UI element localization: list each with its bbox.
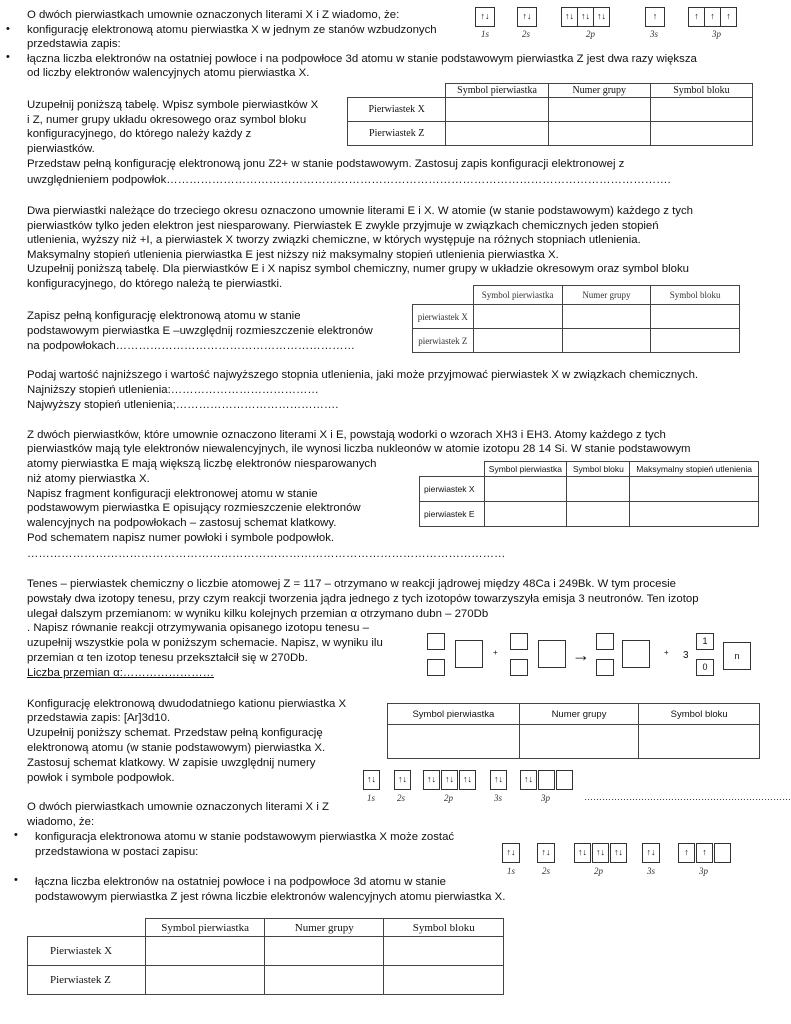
orbital-box: ↑↓ [490, 770, 507, 790]
atomic-number-box[interactable] [596, 659, 614, 676]
table-row-label: Pierwiastek Z [28, 966, 146, 995]
orbital-box: ↑ [688, 7, 705, 27]
table-header: Symbol pierwiastka [388, 704, 520, 725]
bullet: • [14, 874, 18, 886]
answer-cell[interactable] [630, 502, 759, 527]
s1-bullet2-line1: łączna liczba elektronów na ostatniej powłoce i na podpowłoce 3d atomu w stanie podstawowym pierwiastka Z jest dwa razy większa [27, 53, 697, 65]
orbital-box: ↑↓ [502, 843, 520, 863]
orbital-box: ↑↓ [537, 843, 555, 863]
answer-cell[interactable] [484, 477, 567, 502]
answer-cell[interactable] [446, 122, 548, 146]
s4-alpha-count: Liczba przemian α:…………………… [27, 667, 214, 679]
atomic-number-box[interactable] [427, 659, 445, 676]
orbital-box[interactable] [556, 770, 573, 790]
answer-cell[interactable] [548, 122, 650, 146]
orbital-box: ↑↓ [577, 7, 594, 27]
orbital-box[interactable] [714, 843, 731, 863]
s2-highest-oxidation: Najwyższy stopień utlenienia;……………………………………. [27, 399, 339, 411]
s2-para-line2: pierwiastków tylko jeden elektron jest niesparowany. Pierwiastek E zwykle przyjmuje w związkach chemicznych jeden stopień [27, 220, 659, 232]
s3-para-line1: Z dwóch pierwiastków, które umownie oznaczono literami X i E, powstają wodorki o wzorach XH3 i EH3. Atomy każdego z tych [27, 429, 666, 441]
s5-answer-table [387, 703, 760, 759]
table-header: Symbol pierwiastka [484, 462, 567, 477]
table-row-label: pierwiastek E [420, 502, 485, 527]
symbol-box[interactable] [622, 640, 650, 668]
answer-cell[interactable] [265, 966, 384, 995]
answer-cell[interactable] [651, 305, 740, 329]
s3-para-line2: pierwiastków mają tyle elektronów niewalencyjnych, ile wynosi liczba nukleonów w atomie izotopu 28 14 Si. W stanie podstawowym [27, 443, 691, 455]
s6-bullet2-line2: podstawowym pierwiastka Z jest równa liczbie elektronów walencyjnych atomu pierwiastka X. [35, 891, 506, 903]
subshell-label: 3p [712, 29, 721, 39]
s1-task-line6: uwzględnieniem podpowłok……………………………………………………………………………………………………………………. [27, 174, 671, 186]
orbital-box: ↑↓ [610, 843, 627, 863]
s3-para-line3: atomy pierwiastka E mają większą liczbę elektronów niesparowanych [27, 458, 377, 470]
subshell-label: 3p [541, 793, 550, 803]
s4-para-line4: . Napisz równanie reakcji otrzymywania opisanego izotopu tenesu – [27, 622, 369, 634]
s6-bullet1-line2: przedstawiona w postaci zapisu: [35, 846, 199, 858]
table-row-label: Pierwiastek Z [348, 122, 446, 146]
s4-para-line1: Tenes – pierwiastek chemiczny o liczbie atomowej Z = 117 – otrzymano w reakcji jądrowej między 48Ca i 249Bk. W tym procesie [27, 578, 677, 590]
subshell-label: 2p [586, 29, 595, 39]
table-header: Numer grupy [265, 919, 384, 937]
answer-cell[interactable] [388, 725, 520, 759]
answer-cell[interactable] [265, 937, 384, 966]
orbital-box: ↑↓ [423, 770, 440, 790]
s1-answer-table [347, 83, 753, 146]
answer-cell[interactable] [650, 122, 752, 146]
subshell-label: 1s [367, 793, 376, 803]
s5-para-line6: powłok i symbole podpowłok. [27, 772, 175, 784]
symbol-box[interactable] [538, 640, 566, 668]
s1-bullet2-line2: od liczby elektronów walencyjnych atomu pierwiastka X. [27, 67, 310, 79]
orbital-box: ↑↓ [561, 7, 578, 27]
orbital-box: ↑↓ [593, 7, 610, 27]
table-header: Symbol bloku [650, 84, 752, 98]
orbital-box: ↑↓ [517, 7, 537, 27]
table-row-label: pierwiastek X [413, 305, 474, 329]
s2-question-line3: na podpowłokach……………………………………………………… [27, 340, 355, 352]
table-header: Symbol pierwiastka [146, 919, 265, 937]
table-header: Symbol bloku [567, 462, 630, 477]
table-header: Symbol bloku [384, 919, 504, 937]
s6-intro-line1: O dwóch pierwiastkach umownie oznaczonych literami X i Z [27, 801, 329, 813]
table-header: Symbol pierwiastka [473, 286, 562, 305]
orbital-box: ↑↓ [592, 843, 609, 863]
answer-cell[interactable] [473, 305, 562, 329]
s4-para-line5: uzupełnij wszystkie pola w poniższym schemacie. Napisz, w wyniku ilu [27, 637, 383, 649]
subshell-label: 3s [647, 866, 656, 876]
s4-para-line6: przemian α ten izotop tenesu przekształcił się w 270Db. [27, 652, 308, 664]
orbital-box: ↑ [704, 7, 721, 27]
s3-para-line6: podstawowym pierwiastka E opisujący rozmieszczenie elektronów [27, 502, 361, 514]
orbital-box[interactable] [538, 770, 555, 790]
s2-question-line2: podstawowym pierwiastka E –uwzględnij rozmieszczenie elektronów [27, 325, 373, 337]
orbital-box: ↑↓ [520, 770, 537, 790]
orbital-box: ↑↓ [574, 843, 591, 863]
neutron-symbol: n [723, 642, 751, 670]
s5-para-line4: elektronową atomu (w stanie podstawowym) pierwiastka X. [27, 742, 326, 754]
orbital-box: ↑↓ [642, 843, 660, 863]
subshell-label: 1s [481, 29, 490, 39]
orbital-box: ↑ [645, 7, 665, 27]
s2-para-line6: konfiguracyjnego, do którego należą te pierwiastki. [27, 278, 283, 290]
orbital-box: ↑ [678, 843, 695, 863]
neutron-mass-number: 1 [696, 633, 714, 650]
s2-answer-table [412, 285, 740, 353]
s6-bullet2-line1: łączna liczba elektronów na ostatniej powłoce i na podpowłoce 3d atomu w stanie [35, 876, 446, 888]
subshell-label: 2p [594, 866, 603, 876]
bullet: • [6, 23, 10, 35]
s6-bullet1-line1: konfiguracja elektronowa atomu w stanie podstawowym pierwiastka X może zostać [35, 831, 455, 843]
answer-cell[interactable] [567, 502, 630, 527]
s2-question-line1: Zapisz pełną konfigurację elektronową atomu w stanie [27, 310, 301, 322]
atomic-number-box[interactable] [510, 659, 528, 676]
subshell-label: 1s [507, 866, 516, 876]
s3-para-line4: niż atomy pierwiastka X. [27, 473, 150, 485]
answer-cell[interactable] [146, 937, 265, 966]
table-row-label: pierwiastek X [420, 477, 485, 502]
mass-number-box[interactable] [510, 633, 528, 650]
subshell-label: 3p [699, 866, 708, 876]
s1-task-line1: Uzupełnij poniższą tabelę. Wpisz symbole pierwiastków X [27, 99, 319, 111]
s1-task-line5: Przedstaw pełną konfigurację elektronową jonu Z2+ w stanie podstawowym. Zastosuj zapis konfiguracji elektronowej z [27, 158, 625, 170]
s3-answer-dots[interactable]: ……………………………………………………………………………………………………………… [27, 548, 506, 560]
answer-cell[interactable] [473, 329, 562, 353]
s5-para-line5: Zastosuj schemat klatkowy. W zapisie uwzględnij numery [27, 757, 316, 769]
mass-number-box[interactable] [596, 633, 614, 650]
s1-task-line4: pierwiastków. [27, 143, 95, 155]
s2-para-line5: Uzupełnij poniższą tabelę. Dla pierwiastków E i X napisz symbol chemiczny, numer grupy w układzie okresowym oraz symbol bloku [27, 263, 689, 275]
table-header: Maksymalny stopień utlenienia [630, 462, 759, 477]
s3-para-line5: Napisz fragment konfiguracji elektronowej atomu w stanie [27, 488, 318, 500]
subshell-label: 2p [444, 793, 453, 803]
subshell-label: 2s [522, 29, 531, 39]
orbital-box: ↑↓ [441, 770, 458, 790]
s6-intro-line2: wiadomo, że: [27, 816, 95, 828]
answer-cell[interactable] [651, 329, 740, 353]
answer-cell[interactable] [446, 98, 548, 122]
symbol-box[interactable] [455, 640, 483, 668]
s2-lowest-oxidation: Najniższy stopień utlenienia:………………………………… [27, 384, 319, 396]
s5-para-line1: Konfigurację elektronową dwudodatniego kationu pierwiastka X [27, 698, 347, 710]
s4-para-line3: ulegał dalszym przemianom: w wyniku kilku kolejnych przemian α otrzymano dubn – 270Db [27, 608, 489, 620]
s3-para-line7: walencyjnych na podpowłokach – zastosuj schemat klatkowy. [27, 517, 337, 529]
s2-oxidation-question: Podaj wartość najniższego i wartość najwyższego stopnia utlenienia, jaki może przyjmować pierwiastek X w związkach chemicznych. [27, 369, 699, 381]
s2-para-line3: utlenienia, wyższy niż +I, a pierwiastek X tworzy związki chemiczne, w których występuje na różnych stopniach utlenienia. [27, 234, 641, 246]
table-row-label: Pierwiastek X [348, 98, 446, 122]
plus-sign: + [664, 648, 669, 657]
s6-answer-table [27, 918, 504, 995]
plus-sign: + [493, 648, 498, 657]
s5-para-line2: przedstawia zapis: [Ar]3d10. [27, 712, 171, 724]
answer-cell[interactable] [630, 477, 759, 502]
bullet: • [6, 51, 10, 63]
table-header: Symbol bloku [651, 286, 740, 305]
answer-cell[interactable] [384, 937, 504, 966]
s1-bullet1-line2: przedstawia zapis: [27, 38, 121, 50]
answer-cell[interactable] [484, 502, 567, 527]
table-row-label: Pierwiastek X [28, 937, 146, 966]
neutron-coefficient: 3 [683, 650, 689, 661]
bullet: • [14, 829, 18, 841]
answer-cell[interactable] [519, 725, 639, 759]
orbital-box: ↑↓ [459, 770, 476, 790]
table-header: Numer grupy [562, 286, 651, 305]
orbital-box: ↑↓ [394, 770, 411, 790]
s5-para-line3: Uzupełnij poniższy schemat. Przedstaw pełną konfigurację [27, 727, 323, 739]
s4-para-line2: powstały dwa izotopy tenesu, przy czym reakcji tworzenia jądra jednego z tych izotopów towarzyszyła emisja 3 neutronów. Ten izotop [27, 593, 699, 605]
neutron-atomic-number: 0 [696, 659, 714, 676]
table-header: Numer grupy [519, 704, 639, 725]
s3-answer-table [419, 461, 759, 527]
orbital-box: ↑↓ [363, 770, 380, 790]
answer-cell[interactable] [650, 98, 752, 122]
orbital-box: ↑ [696, 843, 713, 863]
s1-task-line2: i Z, numer grupy układu okresowego oraz symbol bloku [27, 114, 307, 126]
table-row-label: pierwiastek Z [413, 329, 474, 353]
subshell-label: 2s [542, 866, 551, 876]
answer-cell[interactable] [384, 966, 504, 995]
s1-bullet1-line1: konfigurację elektronową atomu pierwiastka X w jednym ze stanów wzbudzonych [27, 24, 437, 36]
orbital-box: ↑↓ [475, 7, 495, 27]
answer-cell[interactable] [562, 329, 651, 353]
answer-cell[interactable] [639, 725, 760, 759]
orbital-box: ↑ [720, 7, 737, 27]
subshell-label: 3s [650, 29, 659, 39]
table-header: Numer grupy [548, 84, 650, 98]
subshell-label: 2s [397, 793, 406, 803]
s2-para-line4: Maksymalny stopień utlenienia pierwiastka E jest niższy niż maksymalny stopień utlenienia pierwiastka X. [27, 249, 559, 261]
answer-cell[interactable] [567, 477, 630, 502]
s2-para-line1: Dwa pierwiastki należące do trzeciego okresu oznaczono umownie literami E i X. W atomie (w stanie podstawowym) każdego z tych [27, 205, 694, 217]
reaction-arrow: → [572, 645, 590, 665]
answer-cell[interactable] [548, 98, 650, 122]
mass-number-box[interactable] [427, 633, 445, 650]
s1-intro: O dwóch pierwiastkach umownie oznaczonych literami X i Z wiadomo, że: [27, 9, 400, 21]
table-header: Symbol pierwiastka [446, 84, 548, 98]
subshell-label: 3s [494, 793, 503, 803]
s1-task-line3: konfiguracyjnego, do którego należy każdy z [27, 128, 252, 140]
answer-cell[interactable] [146, 966, 265, 995]
s5-answer-dots[interactable]: …………………………………………………………… [584, 792, 791, 802]
table-header: Symbol bloku [639, 704, 760, 725]
s3-para-line8: Pod schematem napisz numer powłoki i symbole podpowłok. [27, 532, 335, 544]
answer-cell[interactable] [562, 305, 651, 329]
